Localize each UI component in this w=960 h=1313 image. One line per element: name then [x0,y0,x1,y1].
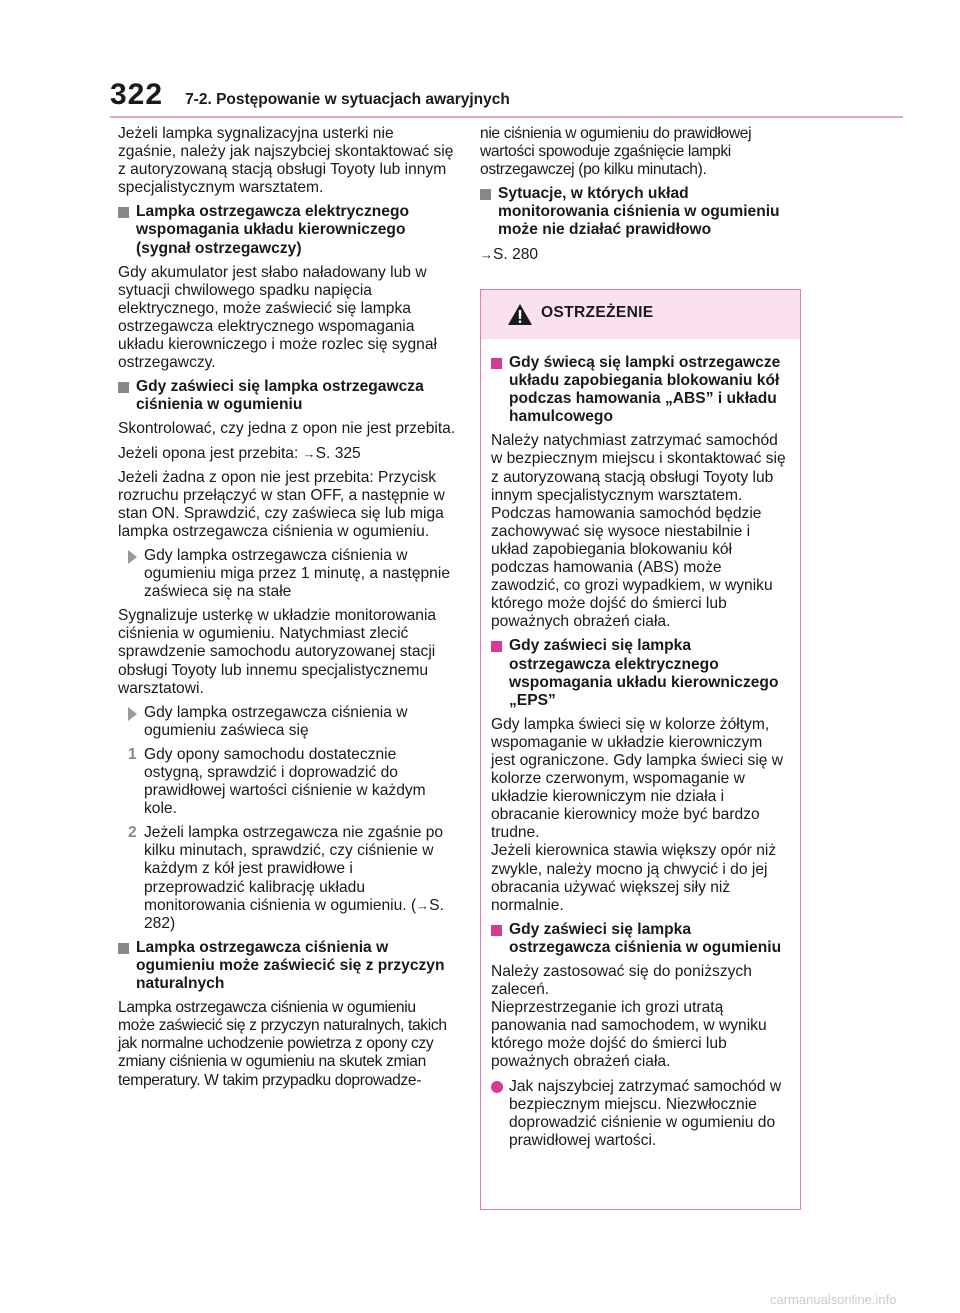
square-bullet-icon [491,358,502,369]
warning-heading-tpms [491,921,788,957]
warning-body [481,339,800,1150]
left-column [118,125,456,1096]
warning-heading-eps-text: Gdy zaświeci się lampka ostrzegawcza elektrycznego wspomagania układu kierowniczego „EPS” [509,637,779,709]
paragraph-not-punctured: Jeżeli żadna z opon nie jest przebita: Przycisk rozruchu przełączyć w stan OFF, a następnie w stan ON. Sprawdzić, czy zaświeca się lub miga lampka ostrzegawcza ciśnienia w ogumieniu. [118,468,445,540]
heading-tpms [118,378,456,414]
warning-triangle-icon [507,303,533,326]
warning-paragraph-tpms: Należy zastosować się do poniższych zaleceń. [491,963,752,999]
bullet-on-text: Gdy lampka ostrzegawcza ciśnienia w ogumieniu zaświeca się [144,703,408,739]
watermark: carmanualsonline.info [770,1292,897,1307]
page-number: 322 [110,78,164,111]
square-bullet-icon [491,641,502,652]
bullet-blinking [118,547,456,601]
arrow-right-icon: → [302,445,316,461]
circle-bullet-icon [491,1081,503,1093]
heading-eps [118,203,456,257]
warning-heading-abs [491,354,788,426]
warning-paragraph-abs: Należy natychmiast zatrzymać samochód w bezpiecznym miejscu i skontaktować się z autoryzowaną stacją obsługi Toyoty lub innym specjalistycznym warsztatem. [491,432,786,504]
punctured-text: Jeżeli opona jest przebita: [118,444,303,462]
warning-paragraph-eps: Gdy lampka świeci się w kolorze żółtym, wspomaganie w układzie kierowniczym jest ograniczone. Gdy lampka świeci się w kolorze czerwonym, wspomaganie w układzie kierowniczym nie działa i obracanie kierownicy może być bardzo trudne. [491,715,784,842]
warning-heading-eps [491,637,788,709]
heading-natural [118,939,456,993]
square-bullet-icon [480,189,491,200]
section-title: 7-2. Postępowanie w sytuacjach awaryjnych [185,91,510,108]
warning-title: OSTRZEŻENIE [541,304,654,321]
warning-box [480,289,801,1210]
warning-dot-item-text: Jak najszybciej zatrzymać samochód w bezpiecznym miejscu. Niezwłocznie doprowadzić ciśnienie w ogumieniu do prawidłowej wartości. [509,1077,782,1149]
heading-natural-text: Lampka ostrzegawcza ciśnienia w ogumieniu może zaświecić się z przyczyn naturalnych [136,938,445,993]
page-header [110,78,510,118]
step-1-text: Gdy opony samochodu dostatecznie ostygną, sprawdzić i doprowadzić do prawidłowej wartości ciśnienie w każdym kole. [144,745,426,818]
paragraph-punctured [118,445,456,463]
step-2 [118,824,456,933]
page-ref-280[interactable]: S. 280 [493,245,539,263]
square-bullet-icon [118,207,129,218]
paragraph-contact: Jeżeli lampka sygnalizacyjna usterki nie zgaśnie, należy jak najszybciej skontaktować się z autoryzowaną stacją obsługi Toyoty lub innym specjalistycznym warsztatem. [118,125,454,197]
warning-dot-item [491,1078,788,1150]
warning-paragraph-abs-2: Podczas hamowania samochód będzie zachowywać się wysoce niestabilnie i układ zapobiegania blokowaniu kół podczas hamowania (ABS) może zawodzić, co grozi wypadkiem, w wyniku którego może dojść do śmierci lub poważnych obrażeń ciała. [491,504,773,631]
paragraph-ref-280 [480,246,802,264]
paragraph-check-tires: Skontrolować, czy jedna z opon nie jest przebita. [118,420,456,438]
step-number: 1 [128,745,137,763]
paragraph-malfunction: Sygnalizuje usterkę w układzie monitorowania ciśnienia w ogumieniu. Natychmiast zlecić sprawdzenie samochodu autoryzowanej stacji obsługi Toyoty lub innemu specjalistycznemu warsztatowi. [118,607,437,697]
arrow-right-icon: → [416,897,430,913]
heading-situations [480,185,802,239]
warning-paragraph-tpms-2: Nieprzestrzeganie ich grozi utratą panowania nad samochodem, w wyniku którego może dojść do śmierci lub poważnych obrażeń ciała. [491,999,767,1071]
warning-header [481,290,800,339]
triangle-bullet-icon [128,707,137,721]
bullet-on [118,704,456,740]
square-bullet-icon [118,943,129,954]
warning-heading-tpms-text: Gdy zaświeci się lampka ostrzegawcza ciśnienia w ogumieniu [509,920,782,956]
square-bullet-icon [491,925,502,936]
heading-eps-text: Lampka ostrzegawcza elektrycznego wspomagania układu kierowniczego (sygnał ostrzegawczy) [136,203,409,257]
paragraph-natural: Lampka ostrzegawcza ciśnienia w ogumieniu może zaświecić się z przyczyn naturalnych, takich jak normalne uchodzenie powietrza z opony czy zmiany ciśnienia w ogumieniu na skutek zmian temperatury. W takim przypadku doprowadze- [118,999,447,1089]
bullet-blinking-text: Gdy lampka ostrzegawcza ciśnienia w ogumieniu miga przez 1 minutę, a następnie zaświeca się na stałe [144,546,450,601]
square-bullet-icon [118,382,129,393]
arrow-right-icon: → [480,246,493,262]
right-column [480,125,802,270]
triangle-bullet-icon [128,550,137,564]
step-2-text: Jeżeli lampka ostrzegawcza nie zgaśnie po kilku minutach, sprawdzić, czy ciśnienie w każdym z kół jest prawidłowe i przeprowadzić kalibrację układu monitorowania ciśnienia w ogumieniu. ( [144,824,444,914]
paragraph-eps: Gdy akumulator jest słabo naładowany lub w sytuacji chwilowego spadku napięcia elektrycznego, może zaświecić się lampka ostrzegawcza elektrycznego wspomagania układu kierowniczego i może rozlec się sygnał ostrzegawczy. [118,263,437,372]
paragraph-continued: nie ciśnienia w ogumieniu do prawidłowej wartości spowoduje zgaśnięcie lampki ostrzegawczej (po kilku minutach). [480,125,752,179]
warning-heading-abs-text: Gdy świecą się lampki ostrzegawcze układu zapobiegania blokowaniu kół podczas hamowania „ABS” i układu hamulcowego [509,354,781,426]
step-number: 2 [128,824,137,842]
warning-paragraph-eps-2: Jeżeli kierownica stawia większy opór niż zwykle, należy mocno ją chwycić i do jej obracania używać większej siły niż normalnie. [491,842,777,914]
step-1 [118,746,456,818]
header-rule [110,116,903,118]
page-ref-325[interactable]: S. 325 [315,444,361,462]
heading-tpms-text: Gdy zaświeci się lampka ostrzegawcza ciśnienia w ogumieniu [136,378,424,414]
heading-situations-text: Sytuacje, w których układ monitorowania ciśnienia w ogumieniu może nie działać prawidłowo [498,185,780,239]
page-ref-282[interactable]: S. 282) [144,896,444,932]
